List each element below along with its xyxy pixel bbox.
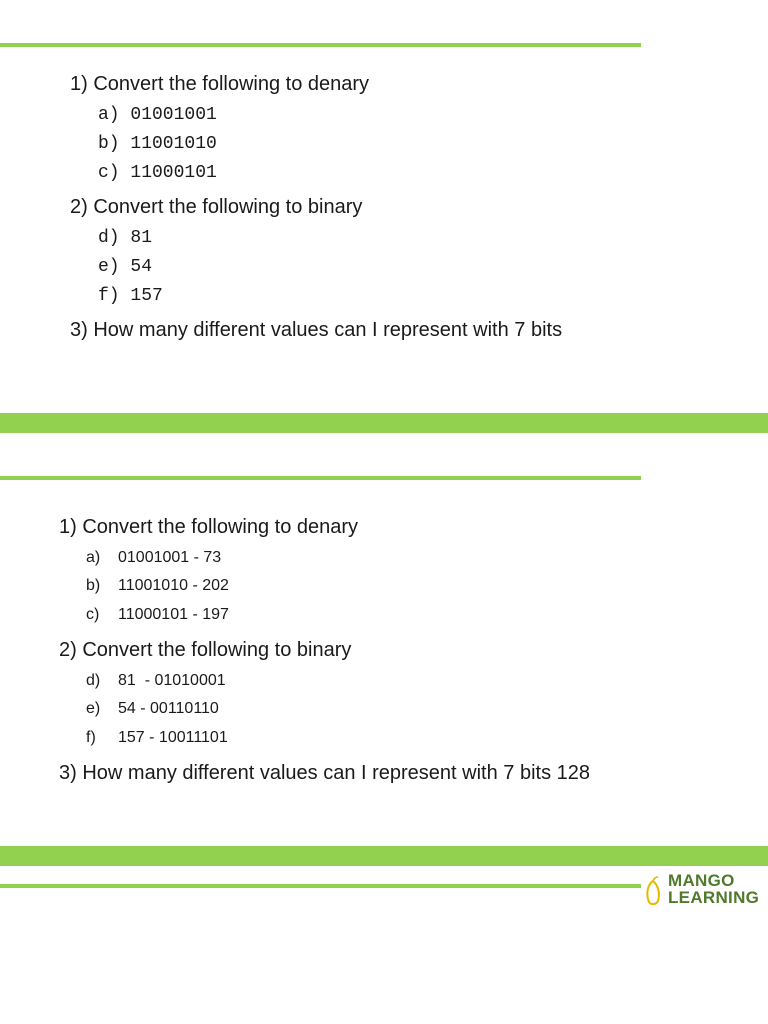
question-3: 3) How many different values can I represent with 7 bits [70,319,563,341]
answer-item-label: a) [86,549,101,566]
answer-item-text: 11001010 - 202 [118,577,229,594]
answer-item-text: 54 - 00110110 [118,700,219,717]
question-1-item-b: b) 11001010 [98,134,217,154]
mango-learning-logo [644,872,762,908]
answer-item-c [86,605,229,625]
question-2-item-d: d) 81 [98,228,153,248]
answer-item-label: b) [86,577,101,594]
question-2-item-f: f) 157 [98,286,163,306]
question-2-item-e: e) 54 [98,257,153,277]
answer-item-a [86,548,221,568]
question-1: 1) Convert the following to denary [70,73,370,95]
answer-item-text: 11000101 - 197 [118,606,229,623]
answer-question-3: 3) How many different values can I represent with 7 bits 128 [59,762,591,784]
answer-item-text: 81 - 01010001 [118,672,226,689]
question-1-item-a: a) 01001001 [98,105,217,125]
logo-text [668,872,759,906]
answer-item-text: 157 - 10011101 [118,729,228,746]
answer-item-label: c) [86,606,100,623]
answer-item-e [86,699,219,719]
logo-line-2: LEARNING [668,888,760,907]
answer-item-label: f) [86,729,96,746]
logo-line-1: MANGO [668,871,735,890]
answer-item-label: d) [86,672,101,689]
answer-question-1: 1) Convert the following to denary [59,516,359,538]
answer-question-2: 2) Convert the following to binary [59,639,352,661]
answer-item-f [86,728,228,748]
top-divider [0,43,641,47]
bottom-band [0,846,768,866]
answer-item-d [86,671,226,691]
section-band [0,413,768,433]
footer-divider [0,884,641,888]
answer-item-b [86,576,229,596]
answers-divider [0,476,641,480]
question-2: 2) Convert the following to binary [70,196,363,218]
answer-item-text: 01001001 - 73 [118,549,222,566]
answer-item-label: e) [86,700,101,717]
mango-icon [644,876,662,906]
question-1-item-c: c) 11000101 [98,163,217,183]
